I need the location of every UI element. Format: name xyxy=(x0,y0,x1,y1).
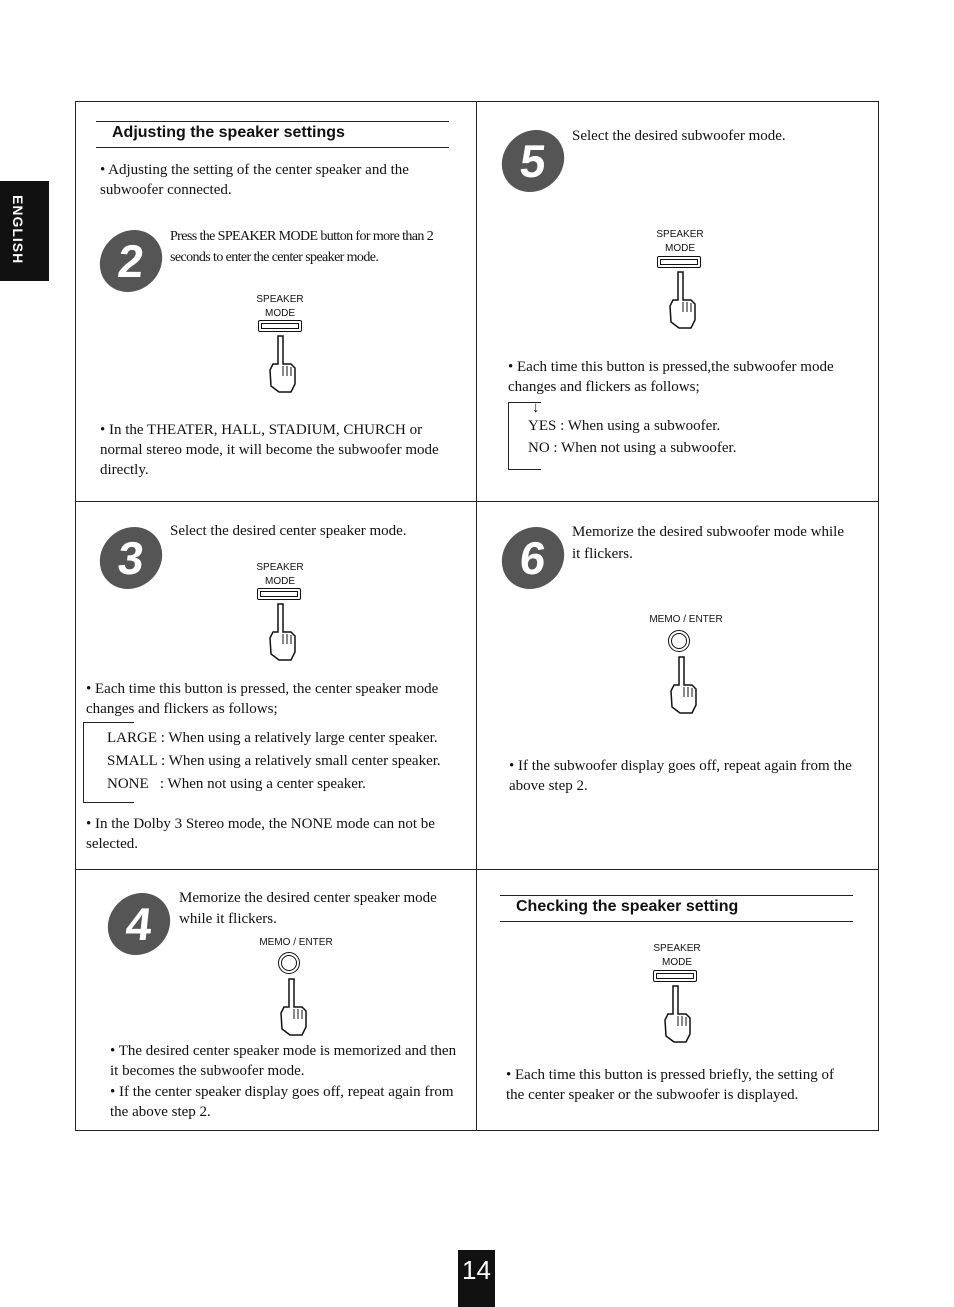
hand-press-icon xyxy=(267,334,297,394)
note-text: • Each time this button is pressed,the subwoofer mode changes and flickers as follows; xyxy=(508,359,834,395)
section-heading: Adjusting the speaker settings xyxy=(96,121,449,148)
memo-enter-button[interactable] xyxy=(668,630,690,652)
grid-divider xyxy=(476,101,477,1131)
button-label: SPEAKER MODE xyxy=(656,229,704,254)
speaker-mode-button[interactable] xyxy=(657,256,701,268)
hand-press-icon xyxy=(662,984,692,1044)
speaker-mode-button[interactable] xyxy=(258,320,302,332)
language-tab: ENGLISH xyxy=(0,181,49,281)
speaker-mode-button[interactable] xyxy=(257,588,301,600)
option-text: LARGE : When using a relatively large center speaker. xyxy=(107,730,438,746)
cycle-arrow: ↓ xyxy=(532,400,540,416)
option-text: YES : When using a subwoofer. xyxy=(528,418,721,434)
note-text: • If the subwoofer display goes off, repeat again from the above step 2. xyxy=(509,758,852,794)
intro-text: • Adjusting the setting of the center speaker and the subwoofer connected. xyxy=(100,162,409,198)
grid-divider xyxy=(75,501,879,502)
step-text: Press the SPEAKER MODE button for more than 2 seconds to enter the center speaker mode. xyxy=(170,229,434,265)
step-number: 5 xyxy=(499,130,568,192)
button-label: SPEAKER MODE xyxy=(256,562,304,587)
step-text: Select the desired center speaker mode. xyxy=(170,523,407,539)
button-label: MEMO / ENTER xyxy=(649,614,723,625)
memo-enter-button[interactable] xyxy=(278,952,300,974)
hand-press-icon xyxy=(278,977,308,1037)
grid-divider xyxy=(75,869,879,870)
note-text: • Each time this button is pressed briefly, the setting of the center speaker or the subwoofer is displayed. xyxy=(506,1067,834,1103)
step-number: 6 xyxy=(499,527,568,589)
speaker-mode-button[interactable] xyxy=(653,970,697,982)
step-text: Select the desired subwoofer mode. xyxy=(572,128,786,144)
button-label: SPEAKER MODE xyxy=(256,294,304,319)
hand-press-icon xyxy=(267,602,297,662)
note-text: • Each time this button is pressed, the center speaker mode changes and flickers as follows; xyxy=(86,681,439,717)
option-text: SMALL : When using a relatively small center speaker. xyxy=(107,753,441,769)
step-text: Memorize the desired subwoofer mode while it flickers. xyxy=(572,524,844,562)
hand-press-icon xyxy=(667,270,697,330)
note-text: • If the center speaker display goes off, repeat again from the above step 2. xyxy=(110,1084,454,1120)
step-number: 2 xyxy=(97,230,166,292)
page-number: 14 xyxy=(458,1250,495,1307)
button-label: SPEAKER MODE xyxy=(653,943,701,968)
note-text: • In the Dolby 3 Stereo mode, the NONE mode can not be selected. xyxy=(86,816,435,852)
step-number: 4 xyxy=(105,893,174,955)
note-text: • In the THEATER, HALL, STADIUM, CHURCH or normal stereo mode, it will become the subwoofer mode directly. xyxy=(100,422,439,478)
option-text: NONE : When not using a center speaker. xyxy=(107,776,366,792)
step-number: 3 xyxy=(97,527,166,589)
step-text: Memorize the desired center speaker mode while it flickers. xyxy=(179,890,437,927)
note-text: • The desired center speaker mode is memorized and then it becomes the subwoofer mode. xyxy=(110,1043,457,1079)
hand-press-icon xyxy=(668,655,698,715)
section-heading: Checking the speaker setting xyxy=(500,895,853,922)
option-text: NO : When not using a subwoofer. xyxy=(528,440,737,456)
button-label: MEMO / ENTER xyxy=(259,937,333,948)
